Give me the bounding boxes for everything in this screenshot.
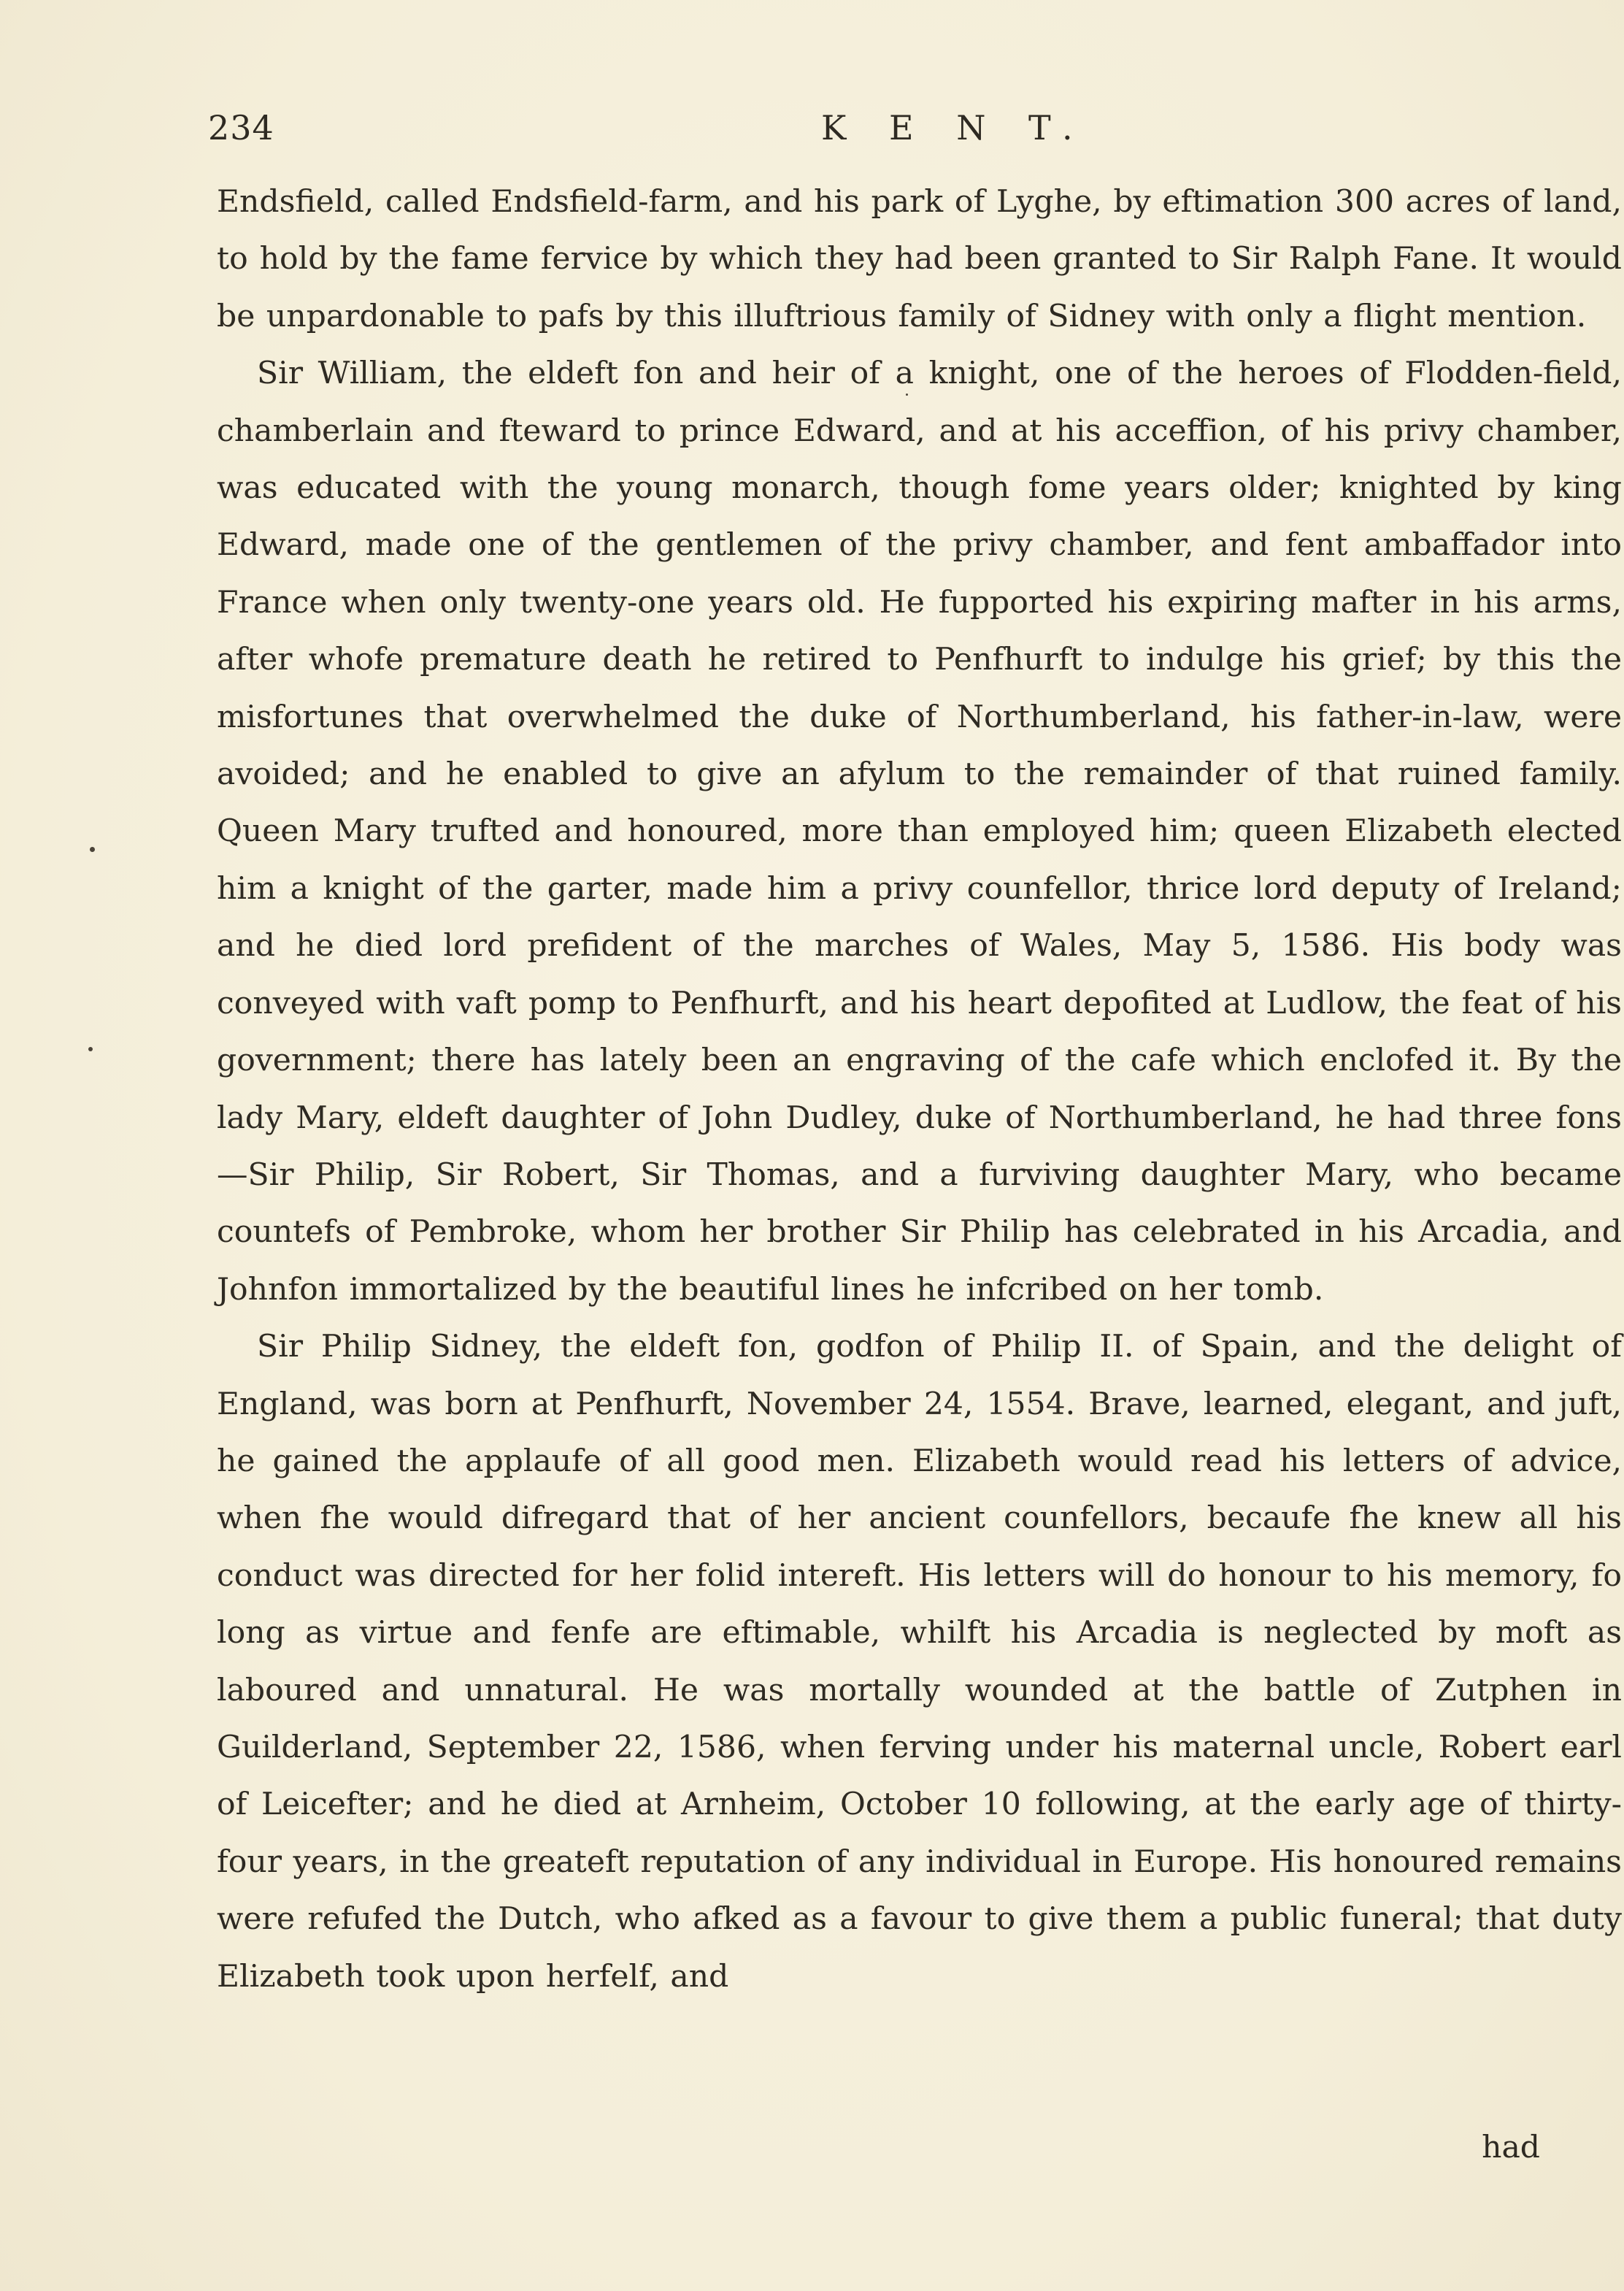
page-heading: K E N T. xyxy=(821,108,1089,147)
paragraph-3: Sir Philip Sidney, the eldeft fon, godfon of Philip II. of Spain, and the delight of England, was born at Penfhurft, November 24, 1554. Brave, learned, elegant, and juft, he gained the applaufe of all good men. Elizabeth would read his letters of advice, when fhe would difregard that of her ancient counfellors, becaufe fhe knew all his conduct was directed for her folid intereft. His letters will do honour to his memory, fo long as virtue and fenfe are eftimable, whilft his Arcadia is neglected by moft as laboured and unnatural. He was mortally wounded at the battle of Zutphen in Guilderland, September 22, 1586, when ferving under his maternal uncle, Robert earl of Leicefter; and he died at Arnheim, October 10 following, at the early age of thirty-four years, in the greateft reputation of any individual in Europe. His honoured remains were refufed the Dutch, who afked as a favour to give them a public funeral; that duty Elizabeth took upon herfelf, and xyxy=(217,1329,1622,1995)
body-text xyxy=(217,174,1622,2181)
ink-speck xyxy=(90,847,95,852)
paragraph-1: Endsfield, called Endsfield-farm, and his park of Lyghe, by eftimation 300 acres of land, to hold by the fame fervice by which they had been granted to Sir Ralph Fane. It would be unpardonable to pafs by this illuftrious family of Sidney with only a flight mention. xyxy=(217,184,1622,334)
page-number: 234 xyxy=(208,108,274,147)
catchword: had xyxy=(1482,2130,1540,2165)
ink-speck xyxy=(906,394,908,396)
paragraph-2: Sir William, the eldeft fon and heir of a knight, one of the heroes of Flodden-field, chamberlain and fteward to prince Edward, and at his acceffion, of his privy chamber, was educated with the young monarch, though fome years older; knighted by king Edward, made one of the gentlemen of the privy chamber, and fent ambaffador into France when only twenty-one years old. He fupported his expiring mafter in his arms, after whofe premature death he retired to Penfhurft to indulge his grief; by this the misfortunes that overwhelmed the duke of Northumberland, his father-in-law, were avoided; and he enabled to give an afylum to the remainder of that ruined family. Queen Mary trufted and honoured, more than employed him; queen Elizabeth elected him a knight of the garter, made him a privy counfellor, thrice lord deputy of Ireland; and he died lord prefident of the marches of Wales, May 5, 1586. His body was conveyed with vaft pomp to Penfhurft, and his heart depofited at Ludlow, the feat of his government; there has lately been an engraving of the cafe which enclofed it. By the lady Mary, eldeft daughter of John Dudley, duke of Northumberland, he had three fons—Sir Philip, Sir Robert, Sir Thomas, and a furviving daughter Mary, who became countefs of Pembroke, whom her brother Sir Philip has celebrated in his Arcadia, and Johnfon immortalized by the beautiful lines he infcribed on her tomb. xyxy=(217,356,1622,1308)
ink-speck xyxy=(88,1047,93,1051)
running-head xyxy=(208,108,1624,159)
